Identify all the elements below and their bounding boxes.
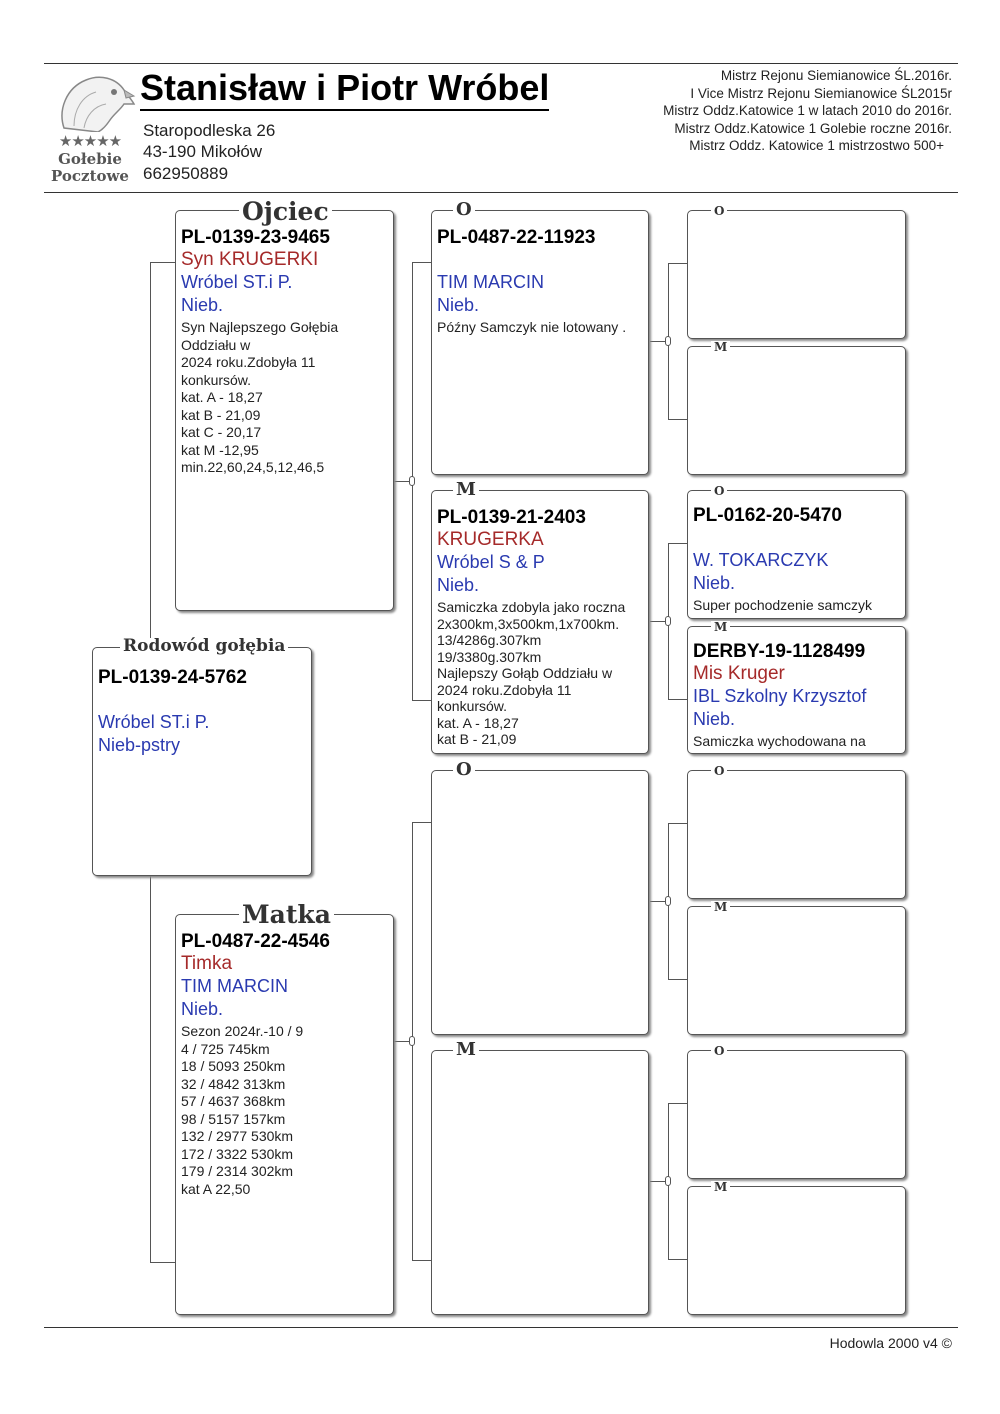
connector-knob (665, 1176, 671, 1186)
pigeon-head-icon (44, 70, 136, 132)
father-sire-legend: O (453, 201, 475, 219)
achievement-item: I Vice Mistrz Rejonu Siemianowice ŚL2015r (690, 85, 952, 101)
ggp-fmm-breeder: IBL Szkolny Krzysztof (693, 686, 867, 706)
connector-knob (665, 896, 671, 906)
footer-rule (44, 1327, 958, 1328)
connector-line (150, 1262, 176, 1263)
mother-description: Sezon 2024r.-10 / 9 4 / 725 745km 18 / 5093 250km 32 / 4842 313km 57 / 4637 368km 98 / 5157 157km 132 / 2977 530km 172 / 3322 530km 179 / 2314 302km kat A 22,50 (181, 1023, 304, 1197)
connector-line (412, 1260, 431, 1261)
subject-ring-number: PL-0139-24-5762 (98, 667, 247, 688)
mother-ring-number: PL-0487-22-4546 (181, 931, 330, 952)
father-dam-name: KRUGERKA (437, 529, 544, 550)
phone-number: 662950889 (143, 164, 229, 183)
logo-text-line2: Pocztowe (51, 167, 129, 185)
father-description: Syn Najlepszego Gołębia Oddziału w 2024 roku.Zdobyła 11 konkursów. kat. A - 18,27 kat B - 21,09 kat C - 20,17 kat M -12,95 min.22,60,24,5,12,46,5 (181, 319, 339, 475)
mother-dam-card[interactable] (431, 1050, 649, 1315)
ggp-fmm-name: Mis Kruger (693, 663, 785, 684)
father-dam-card[interactable] (431, 490, 649, 754)
connector-line (668, 699, 687, 700)
ggp-fmm-legend: M (711, 621, 730, 633)
ggp-fmf-name (693, 527, 901, 549)
achievements-list (663, 67, 952, 155)
achievement-item: Mistrz Oddz. Katowice 1 mistrzostwo 500+ (689, 138, 944, 153)
father-sire-ring-number: PL-0487-22-11923 (437, 227, 596, 248)
connector-line (668, 543, 687, 544)
connector-knob (409, 1036, 415, 1046)
achievement-item: Mistrz Oddz.Katowice 1 w latach 2010 do 2016r. (663, 103, 952, 118)
mother-sire-legend: O (453, 761, 475, 779)
connector-line (668, 1103, 687, 1104)
ggp-mff-card[interactable] (687, 770, 906, 899)
connector-knob (665, 336, 671, 346)
ggp-fmf-card[interactable] (687, 490, 906, 619)
father-sire-description: Późny Samczyk nie lotowany . (437, 319, 627, 335)
ggp-fmm-ring-number: DERBY-19-1128499 (693, 641, 866, 662)
connector-line (412, 822, 431, 823)
mother-legend: Matka (239, 902, 334, 927)
ggp-mmf-card[interactable] (687, 1050, 906, 1179)
mother-breeder: TIM MARCIN (181, 976, 288, 996)
achievement-item: Mistrz Oddz.Katowice 1 Golebie roczne 2016r. (674, 120, 952, 136)
connector-line (668, 419, 687, 420)
ggp-fmm-description: Samiczka wychodowana na (693, 733, 866, 749)
father-sire-name (437, 249, 644, 271)
connector-line (150, 262, 151, 646)
ggp-fmf-ring-number: PL-0162-20-5470 (693, 505, 842, 526)
software-credit: Hodowla 2000 v4 © (829, 1335, 952, 1351)
ggp-mfm-legend: M (711, 901, 730, 913)
mother-dam-legend: M (453, 1041, 479, 1059)
ggp-mmm-card[interactable] (687, 1186, 906, 1315)
connector-line (412, 262, 431, 263)
ggp-ffm-card[interactable] (687, 346, 906, 475)
ggp-mfm-card[interactable] (687, 906, 906, 1035)
owner-title: Stanisław i Piotr Wróbel (140, 68, 549, 111)
connector-line (668, 823, 687, 824)
ggp-mmm-legend: M (711, 1181, 730, 1193)
mother-color: Nieb. (181, 999, 224, 1019)
father-dam-color: Nieb. (437, 575, 480, 595)
father-dam-ring-number: PL-0139-21-2403 (437, 507, 586, 528)
subject-card[interactable] (92, 647, 312, 876)
logo-text-line1: Gołebie (58, 150, 122, 168)
connector-line (150, 262, 176, 263)
ggp-fmf-legend: O (711, 485, 727, 497)
father-name: Syn KRUGERKI (181, 249, 319, 270)
connector-line (668, 1259, 687, 1260)
mother-card[interactable] (175, 914, 394, 1315)
ggp-fmf-description: Super pochodzenie samczyk (693, 597, 872, 613)
father-sire-card[interactable] (431, 210, 649, 475)
subject-color: Nieb-pstry (98, 735, 181, 755)
ggp-mff-legend: O (711, 765, 727, 777)
ggp-ffm-legend: M (711, 341, 730, 353)
ggp-fmf-color: Nieb. (693, 573, 736, 593)
subject-legend: Rodowód gołębia (120, 638, 288, 655)
ggp-fff-card[interactable] (687, 210, 906, 339)
father-color: Nieb. (181, 295, 224, 315)
father-card[interactable] (175, 210, 394, 611)
ggp-fmf-breeder: W. TOKARCZYK (693, 550, 829, 570)
father-legend: Ojciec (239, 199, 332, 224)
father-dam-description: Samiczka zdobyla jako roczna 2x300km,3x500km,1x700km. 13/4286g.307km 19/3380g.307km Najlepszy Gołąb Oddziału w 2024 roku.Zdobyła 11 konkursów. kat. A - 18,27 kat B - 21,09 (437, 599, 626, 747)
mother-name: Timka (181, 953, 233, 974)
connector-line (412, 700, 431, 701)
father-sire-color: Nieb. (437, 295, 480, 315)
address-city: 43-190 Mikołów (143, 142, 263, 161)
ggp-fmm-color: Nieb. (693, 709, 736, 729)
father-ring-number: PL-0139-23-9465 (181, 227, 330, 248)
connector-line (668, 979, 687, 980)
subject-name (98, 689, 307, 711)
subject-breeder: Wróbel ST.i P. (98, 712, 210, 732)
logo (44, 70, 136, 185)
father-breeder: Wróbel ST.i P. (181, 272, 293, 292)
father-dam-breeder: Wróbel S & P (437, 552, 545, 572)
logo-stars: ★★★★★ (58, 132, 122, 150)
connector-knob (409, 476, 415, 486)
achievement-item: Mistrz Rejonu Siemianowice ŚL.2016r. (720, 68, 952, 83)
connector-knob (665, 616, 671, 626)
address-street: Staropodleska 26 (143, 121, 276, 140)
mother-sire-card[interactable] (431, 770, 649, 1035)
connector-line (150, 876, 151, 1262)
header-top-rule (44, 63, 958, 64)
header-bottom-rule (44, 192, 958, 193)
ggp-mmf-legend: O (711, 1045, 727, 1057)
connector-line (668, 263, 687, 264)
father-dam-legend: M (453, 481, 479, 499)
ggp-fff-legend: O (711, 205, 727, 217)
ggp-fmm-card[interactable] (687, 626, 906, 754)
father-sire-breeder: TIM MARCIN (437, 272, 544, 292)
